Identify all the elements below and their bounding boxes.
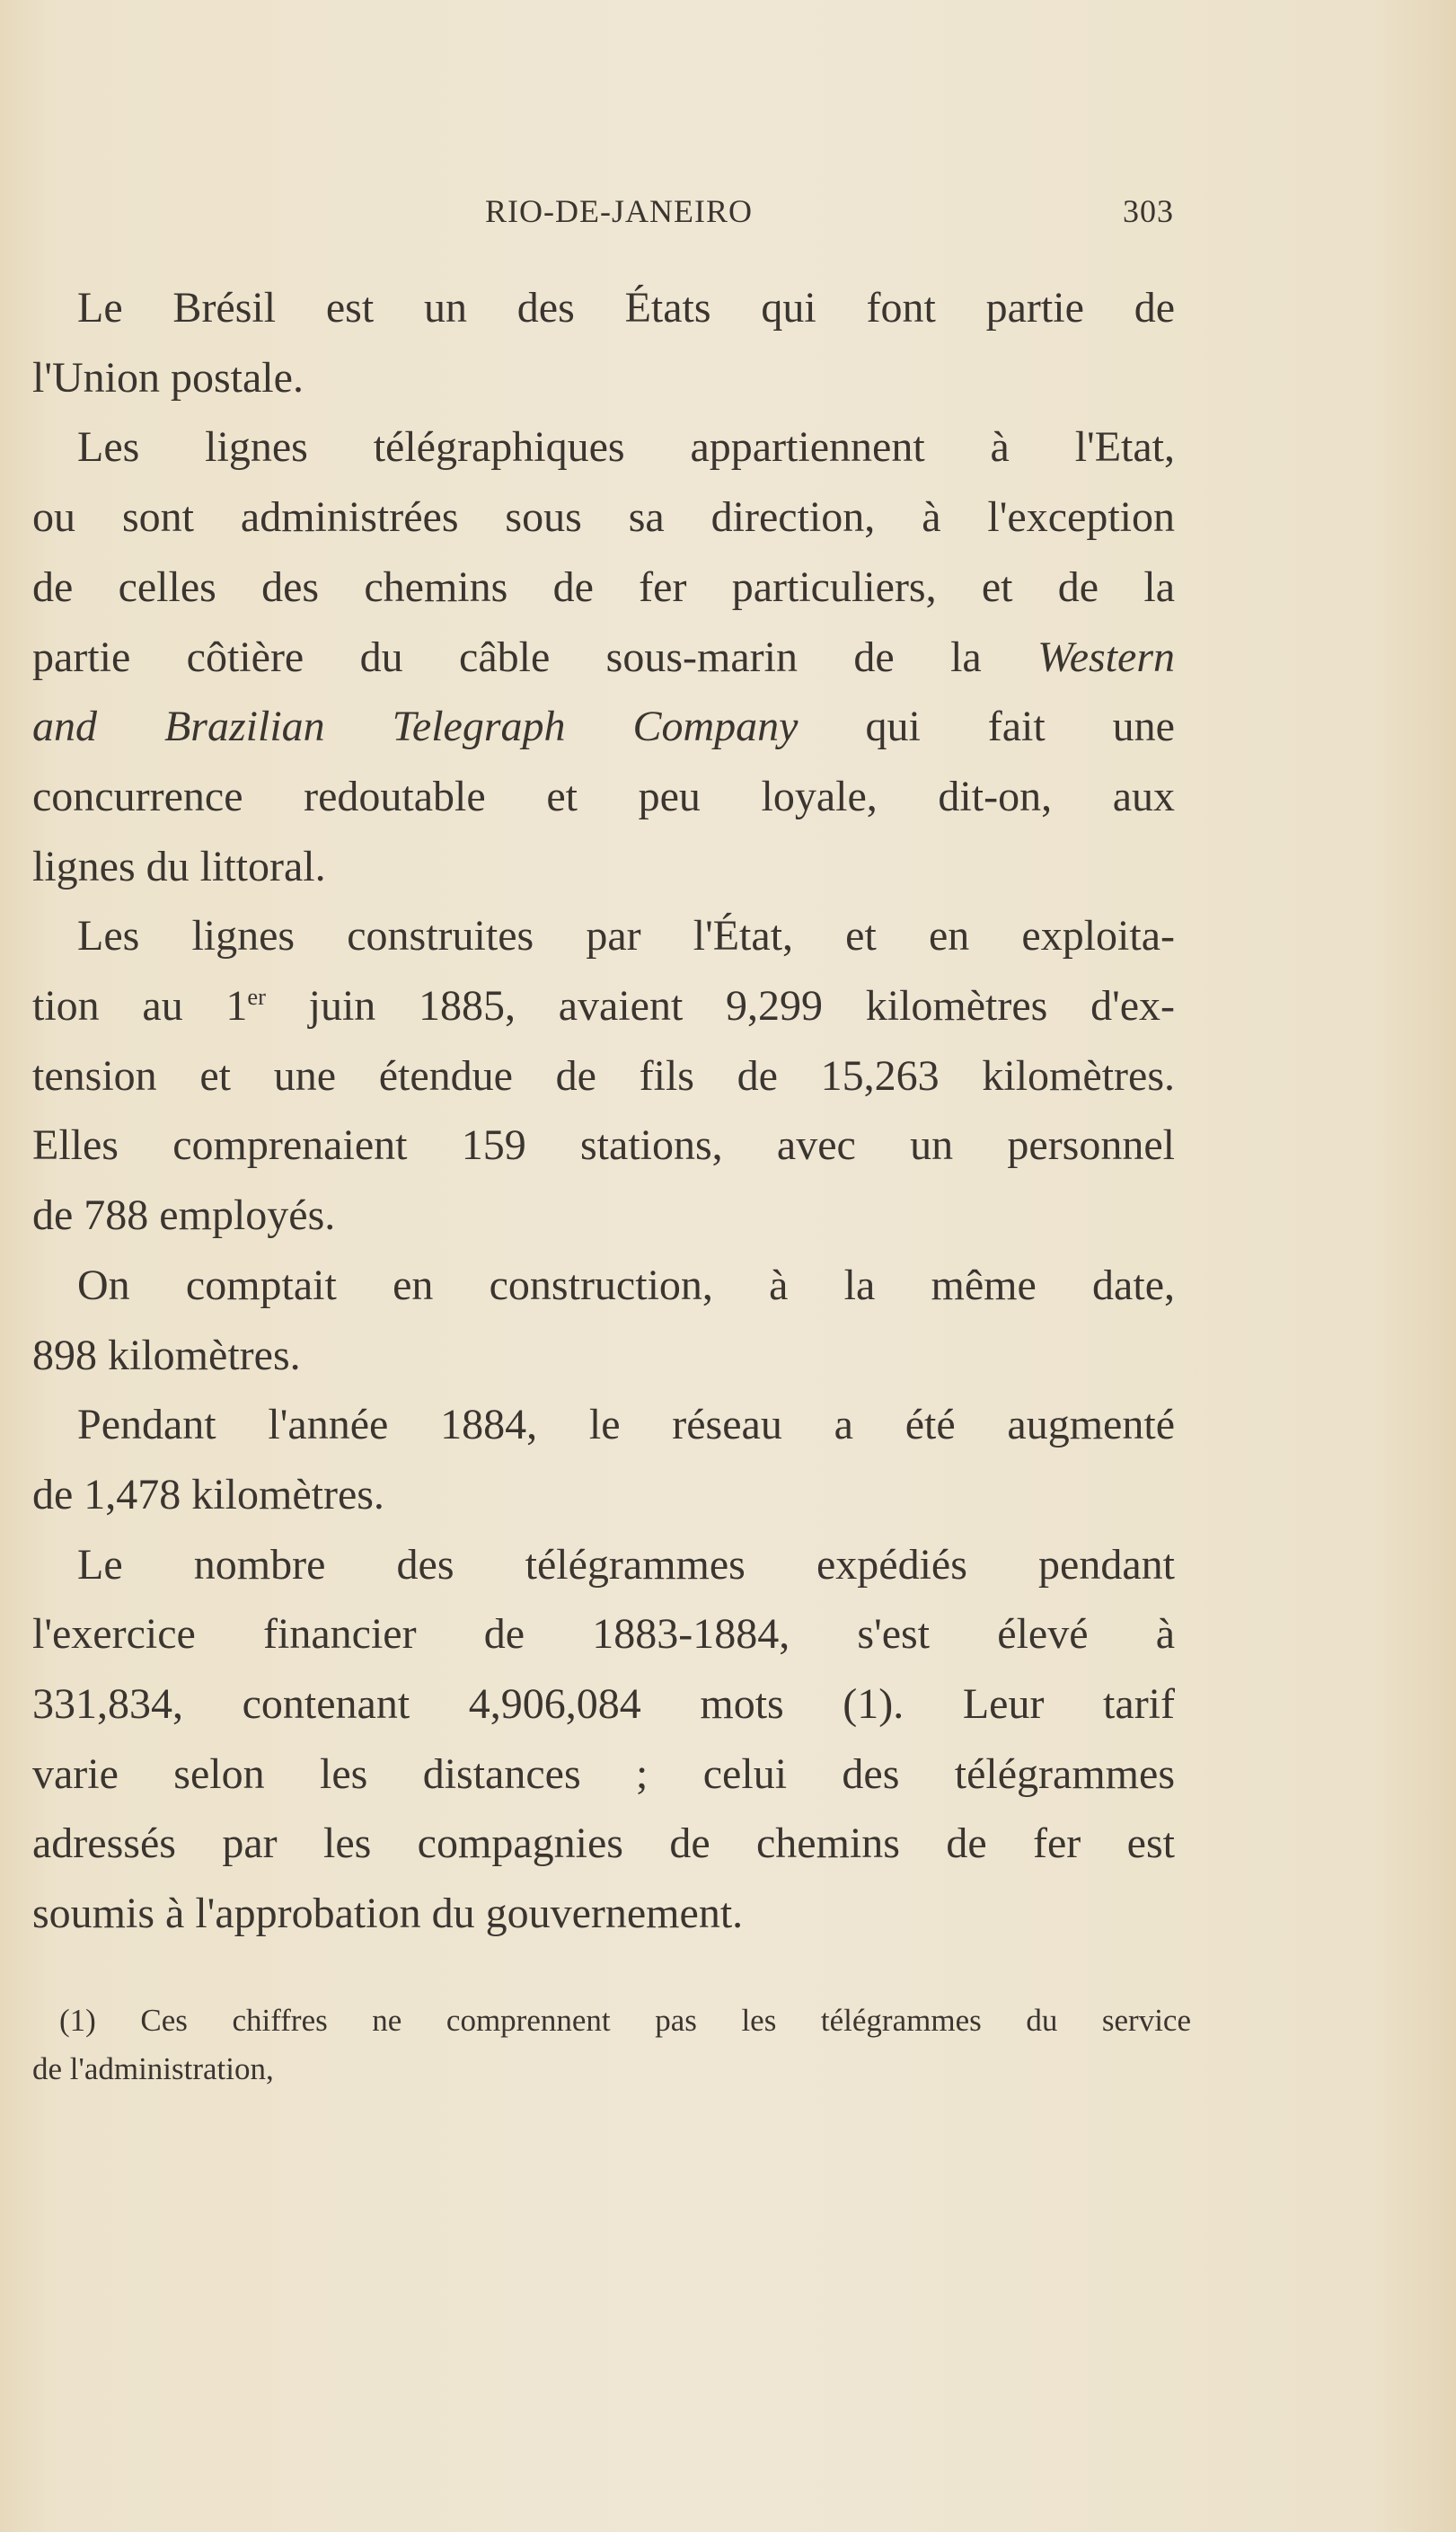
text-segment: Elles comprenaient 159 stations, avec un personnel — [32, 1121, 1175, 1170]
text-segment: Pendant l'année 1884, le réseau a été augmenté — [77, 1401, 1175, 1449]
text-line — [32, 692, 1175, 762]
text-segment: Les lignes télégraphiques appartiennent à l'Etat, — [77, 423, 1175, 472]
text-line — [32, 553, 1175, 623]
footnote-line — [32, 2045, 1164, 2094]
italic-text: and Brazilian Telegraph Company — [32, 703, 799, 751]
text-line — [32, 1321, 1175, 1391]
text-line — [32, 623, 1175, 693]
text-line — [32, 762, 1175, 832]
text-segment: (1) Ces chiffres ne comprennent pas les télégrammes du service — [59, 2003, 1191, 2038]
text-line — [32, 482, 1175, 553]
text-segment: On comptait en construction, à la même date, — [77, 1261, 1175, 1309]
text-segment: Le nombre des télégrammes expédiés pendant — [77, 1540, 1175, 1589]
text-line — [32, 343, 1175, 413]
italic-text: Western — [1037, 633, 1175, 681]
text-segment: l'exercice financier de 1883-1884, s'est élevé à — [32, 1610, 1175, 1659]
text-segment: 331,834, contenant 4,906,084 mots (1). Leur tarif — [32, 1680, 1175, 1728]
page-number: 303 — [1123, 193, 1174, 229]
text-line — [32, 1809, 1175, 1879]
text-segment: qui fait une — [798, 703, 1175, 751]
superscript: er — [247, 983, 266, 1010]
text-segment: tion au 1 — [32, 982, 248, 1030]
text-segment: Les lignes construites par l'État, et en exploita- — [77, 912, 1175, 961]
text-segment: de l'administration, — [32, 2051, 274, 2086]
text-line — [77, 273, 1175, 343]
text-segment: varie selon les distances ; celui des télégrammes — [32, 1749, 1175, 1798]
text-line — [32, 971, 1175, 1041]
text-segment: juin 1885, avaient 9,299 kilomètres d'ex- — [265, 982, 1175, 1030]
text-segment: de 1,478 kilomètres. — [32, 1470, 384, 1518]
text-line — [32, 1879, 1175, 1949]
text-line — [32, 1181, 1175, 1251]
text-line — [32, 832, 1175, 902]
text-line — [32, 1599, 1175, 1669]
text-segment: de 788 employés. — [32, 1191, 336, 1240]
text-line — [77, 901, 1175, 971]
text-segment: lignes du littoral. — [32, 842, 326, 890]
text-segment: adressés par les compagnies de chemins de fer est — [32, 1819, 1175, 1868]
text-line — [32, 1111, 1175, 1181]
text-segment: ou sont administrées sous sa direction, à l'exception — [32, 493, 1175, 542]
text-segment: tension et une étendue de fils de 15,263 kilomètres. — [32, 1051, 1175, 1100]
footnote-line — [59, 1996, 1191, 2045]
text-line — [32, 1041, 1175, 1111]
running-title: RIO-DE-JANEIRO — [485, 193, 753, 229]
text-segment: soumis à l'approbation du gouvernement. — [32, 1890, 744, 1938]
text-segment: l'Union postale. — [32, 353, 304, 402]
text-segment: Le Brésil est un des États qui font partie de — [77, 284, 1175, 332]
text-line — [32, 1669, 1175, 1740]
text-line — [77, 1530, 1175, 1600]
text-line — [77, 1390, 1175, 1460]
text-line — [77, 412, 1175, 482]
text-line — [32, 1460, 1175, 1530]
text-segment: de celles des chemins de fer particuliers, et de la — [32, 562, 1175, 611]
text-segment: concurrence redoutable et peu loyale, dit-on, aux — [32, 772, 1175, 820]
text-segment: 898 kilomètres. — [32, 1331, 301, 1379]
text-line — [32, 1740, 1175, 1810]
text-segment: partie côtière du câble sous-marin de la — [32, 633, 1038, 681]
text-line — [77, 1251, 1175, 1321]
